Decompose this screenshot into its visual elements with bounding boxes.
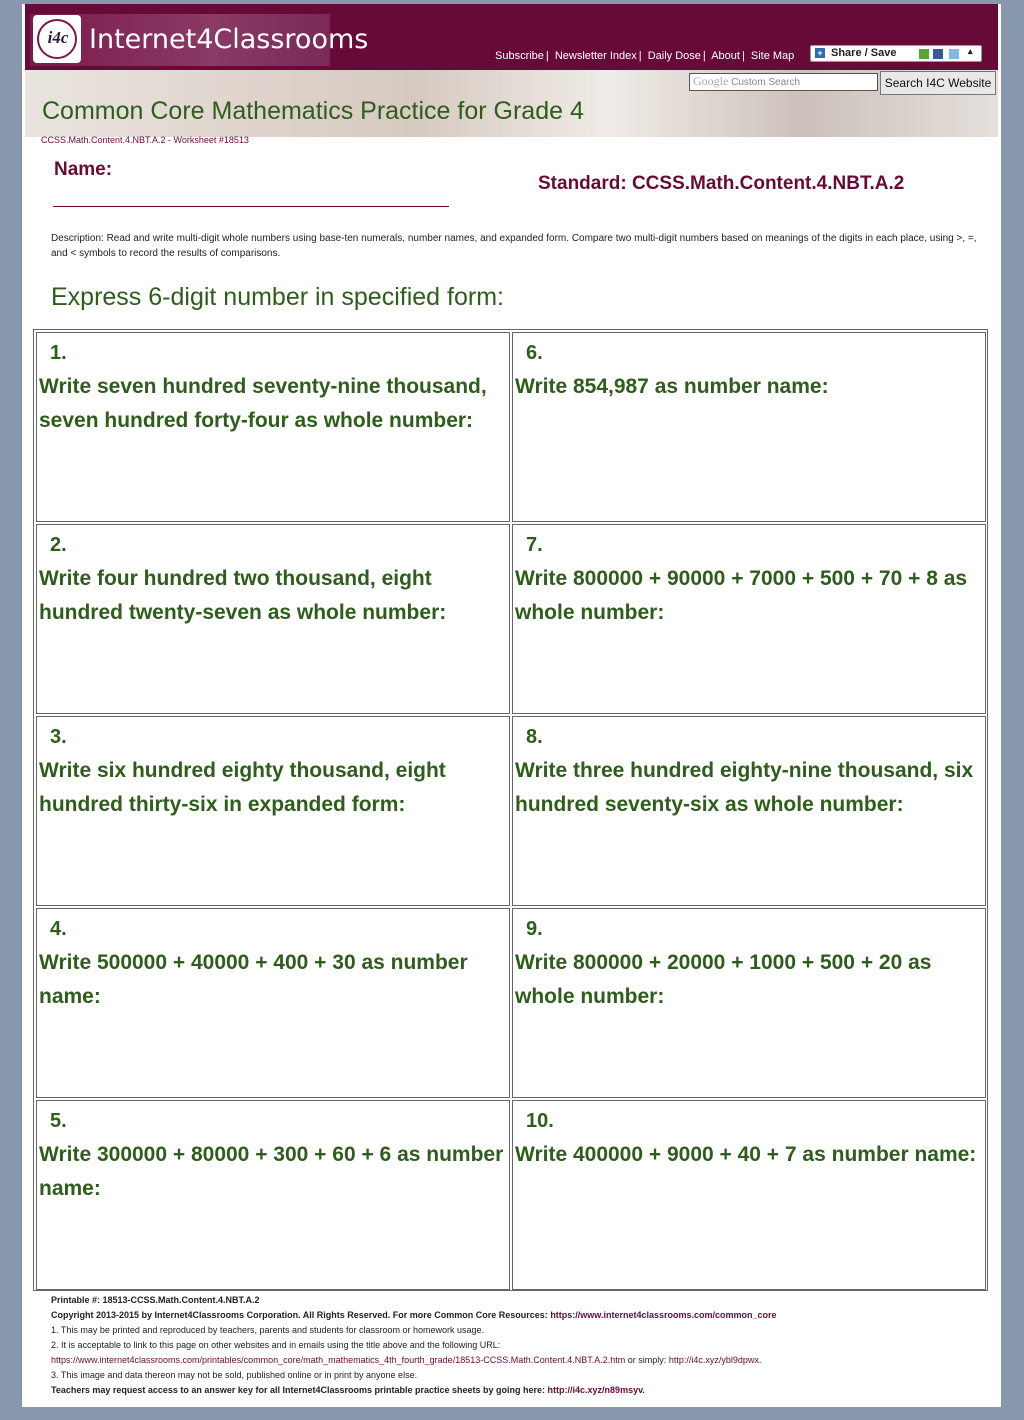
logo-text: Internet4Classrooms xyxy=(89,24,369,55)
usage-note-2: 2. It is acceptable to link to this page on other websites and in emails using the title above and the following URL: xyxy=(51,1340,501,1350)
question-cell xyxy=(512,524,986,714)
facebook-icon xyxy=(933,49,943,59)
question-text: Write six hundred eighty thousand, eight hundred thirty-six in expanded form: xyxy=(39,759,446,816)
search-input[interactable] xyxy=(689,73,878,91)
question-text: Write 854,987 as number name: xyxy=(515,375,829,398)
top-nav: Subscribe | Newsletter Index | Daily Dose | About | Site Map xyxy=(495,50,795,62)
footer xyxy=(51,1293,991,1398)
site-header xyxy=(25,4,998,70)
question-text: Write seven hundred seventy-nine thousand, seven hundred forty-four as whole number: xyxy=(39,375,487,432)
question-cell xyxy=(36,1100,510,1290)
twitter-icon xyxy=(949,49,959,59)
question-number: 10. xyxy=(526,1110,554,1132)
printable-number: Printable #: 18513-CCSS.Math.Content.4.NBT.A.2 xyxy=(51,1295,260,1305)
question-number: 6. xyxy=(526,342,543,364)
question-text: Write 400000 + 9000 + 40 + 7 as number name: xyxy=(515,1143,977,1166)
question-cell xyxy=(512,716,986,906)
usage-note-1: 1. This may be printed and reproduced by teachers, parents and students for classroom or homework usage. xyxy=(51,1325,485,1335)
copyright-line: Copyright 2013-2015 by Internet4Classrooms Corporation. All Rights Reserved. For more Common Core Resources: https://www.internet4classrooms.com/common_core xyxy=(51,1310,777,1320)
standard-label: Standard: CCSS.Math.Content.4.NBT.A.2 xyxy=(538,173,905,194)
question-text: Write 500000 + 40000 + 400 + 30 as number name: xyxy=(39,951,468,1008)
nav-site-map[interactable]: Site Map xyxy=(750,50,795,62)
answer-key-line: Teachers may request access to an answer key for all Internet4Classrooms printable practice sheets by going here: http://i4c.xyz/n89msyv. xyxy=(51,1385,645,1395)
short-url-link[interactable]: http://i4c.xyz/ybl9dpwx xyxy=(668,1355,759,1365)
site-logo[interactable] xyxy=(30,14,369,66)
nav-subscribe[interactable]: Subscribe xyxy=(495,50,544,62)
question-cell xyxy=(36,716,510,906)
google-logo: Google xyxy=(693,74,729,88)
share-save-button[interactable]: + Share / Save ▴ xyxy=(810,45,982,62)
question-number: 5. xyxy=(50,1110,67,1132)
banner xyxy=(25,70,998,137)
question-cell xyxy=(36,332,510,522)
logo-badge-icon: i4c xyxy=(33,15,81,63)
chevron-updown-icon: ▴ xyxy=(968,46,973,56)
common-core-link[interactable]: https://www.internet4classrooms.com/common_core xyxy=(550,1310,777,1320)
search-button[interactable]: Search I4C Website xyxy=(880,71,996,95)
plus-icon: + xyxy=(815,48,825,58)
url-line: https://www.internet4classrooms.com/printables/common_core/math_mathematics_4th_fourth_grade/18513-CCSS.Math.Content.4.NBT.A.2.htm or simply: http://i4c.xyz/ybl9dpwx. xyxy=(51,1355,762,1365)
question-cell xyxy=(512,1100,986,1290)
question-number: 2. xyxy=(50,534,67,556)
question-number: 9. xyxy=(526,918,543,940)
name-line xyxy=(53,206,449,207)
question-number: 4. xyxy=(50,918,67,940)
answer-key-link[interactable]: http://i4c.xyz/n89msyv xyxy=(547,1385,643,1395)
share-icon xyxy=(919,49,929,59)
page-title: Common Core Mathematics Practice for Grade 4 xyxy=(42,97,584,125)
question-cell xyxy=(36,908,510,1098)
usage-note-3: 3. This image and data thereon may not be sold, published online or in print by anyone else. xyxy=(51,1370,418,1380)
question-text: Write 800000 + 90000 + 7000 + 500 + 70 + 8 as whole number: xyxy=(515,567,968,624)
search-placeholder: Custom Search xyxy=(731,77,801,88)
question-text: Write three hundred eighty-nine thousand, six hundred seventy-six as whole number: xyxy=(515,759,974,816)
question-text: Write four hundred two thousand, eight hundred twenty-seven as whole number: xyxy=(39,567,447,624)
name-label: Name: xyxy=(54,159,113,180)
question-cell xyxy=(512,332,986,522)
question-number: 8. xyxy=(526,726,543,748)
question-number: 1. xyxy=(50,342,67,364)
question-grid xyxy=(33,329,988,1291)
question-cell xyxy=(36,524,510,714)
question-cell xyxy=(512,908,986,1098)
worksheet-page xyxy=(22,4,1001,1407)
question-number: 3. xyxy=(50,726,67,748)
breadcrumb: CCSS.Math.Content.4.NBT.A.2 - Worksheet #18513 xyxy=(41,135,249,145)
instruction-heading: Express 6-digit number in specified form: xyxy=(51,283,504,311)
worksheet-url-link[interactable]: https://www.internet4classrooms.com/printables/common_core/math_mathematics_4th_fourth_grade/18513-CCSS.Math.Content.4.NBT.A.2.htm xyxy=(51,1355,626,1365)
nav-daily-dose[interactable]: Daily Dose xyxy=(647,50,701,62)
nav-about[interactable]: About xyxy=(711,50,740,62)
question-text: Write 300000 + 80000 + 300 + 60 + 6 as number name: xyxy=(39,1143,504,1200)
question-text: Write 800000 + 20000 + 1000 + 500 + 20 as whole number: xyxy=(515,951,932,1008)
description: Description: Read and write multi-digit whole numbers using base-ten numerals, number names, and expanded form. Compare two multi-digit numbers based on meanings of the digits in each place, using >, =, and < symbols to record the results of comparisons. xyxy=(51,233,977,259)
nav-newsletter-index[interactable]: Newsletter Index xyxy=(554,50,637,62)
question-number: 7. xyxy=(526,534,543,556)
